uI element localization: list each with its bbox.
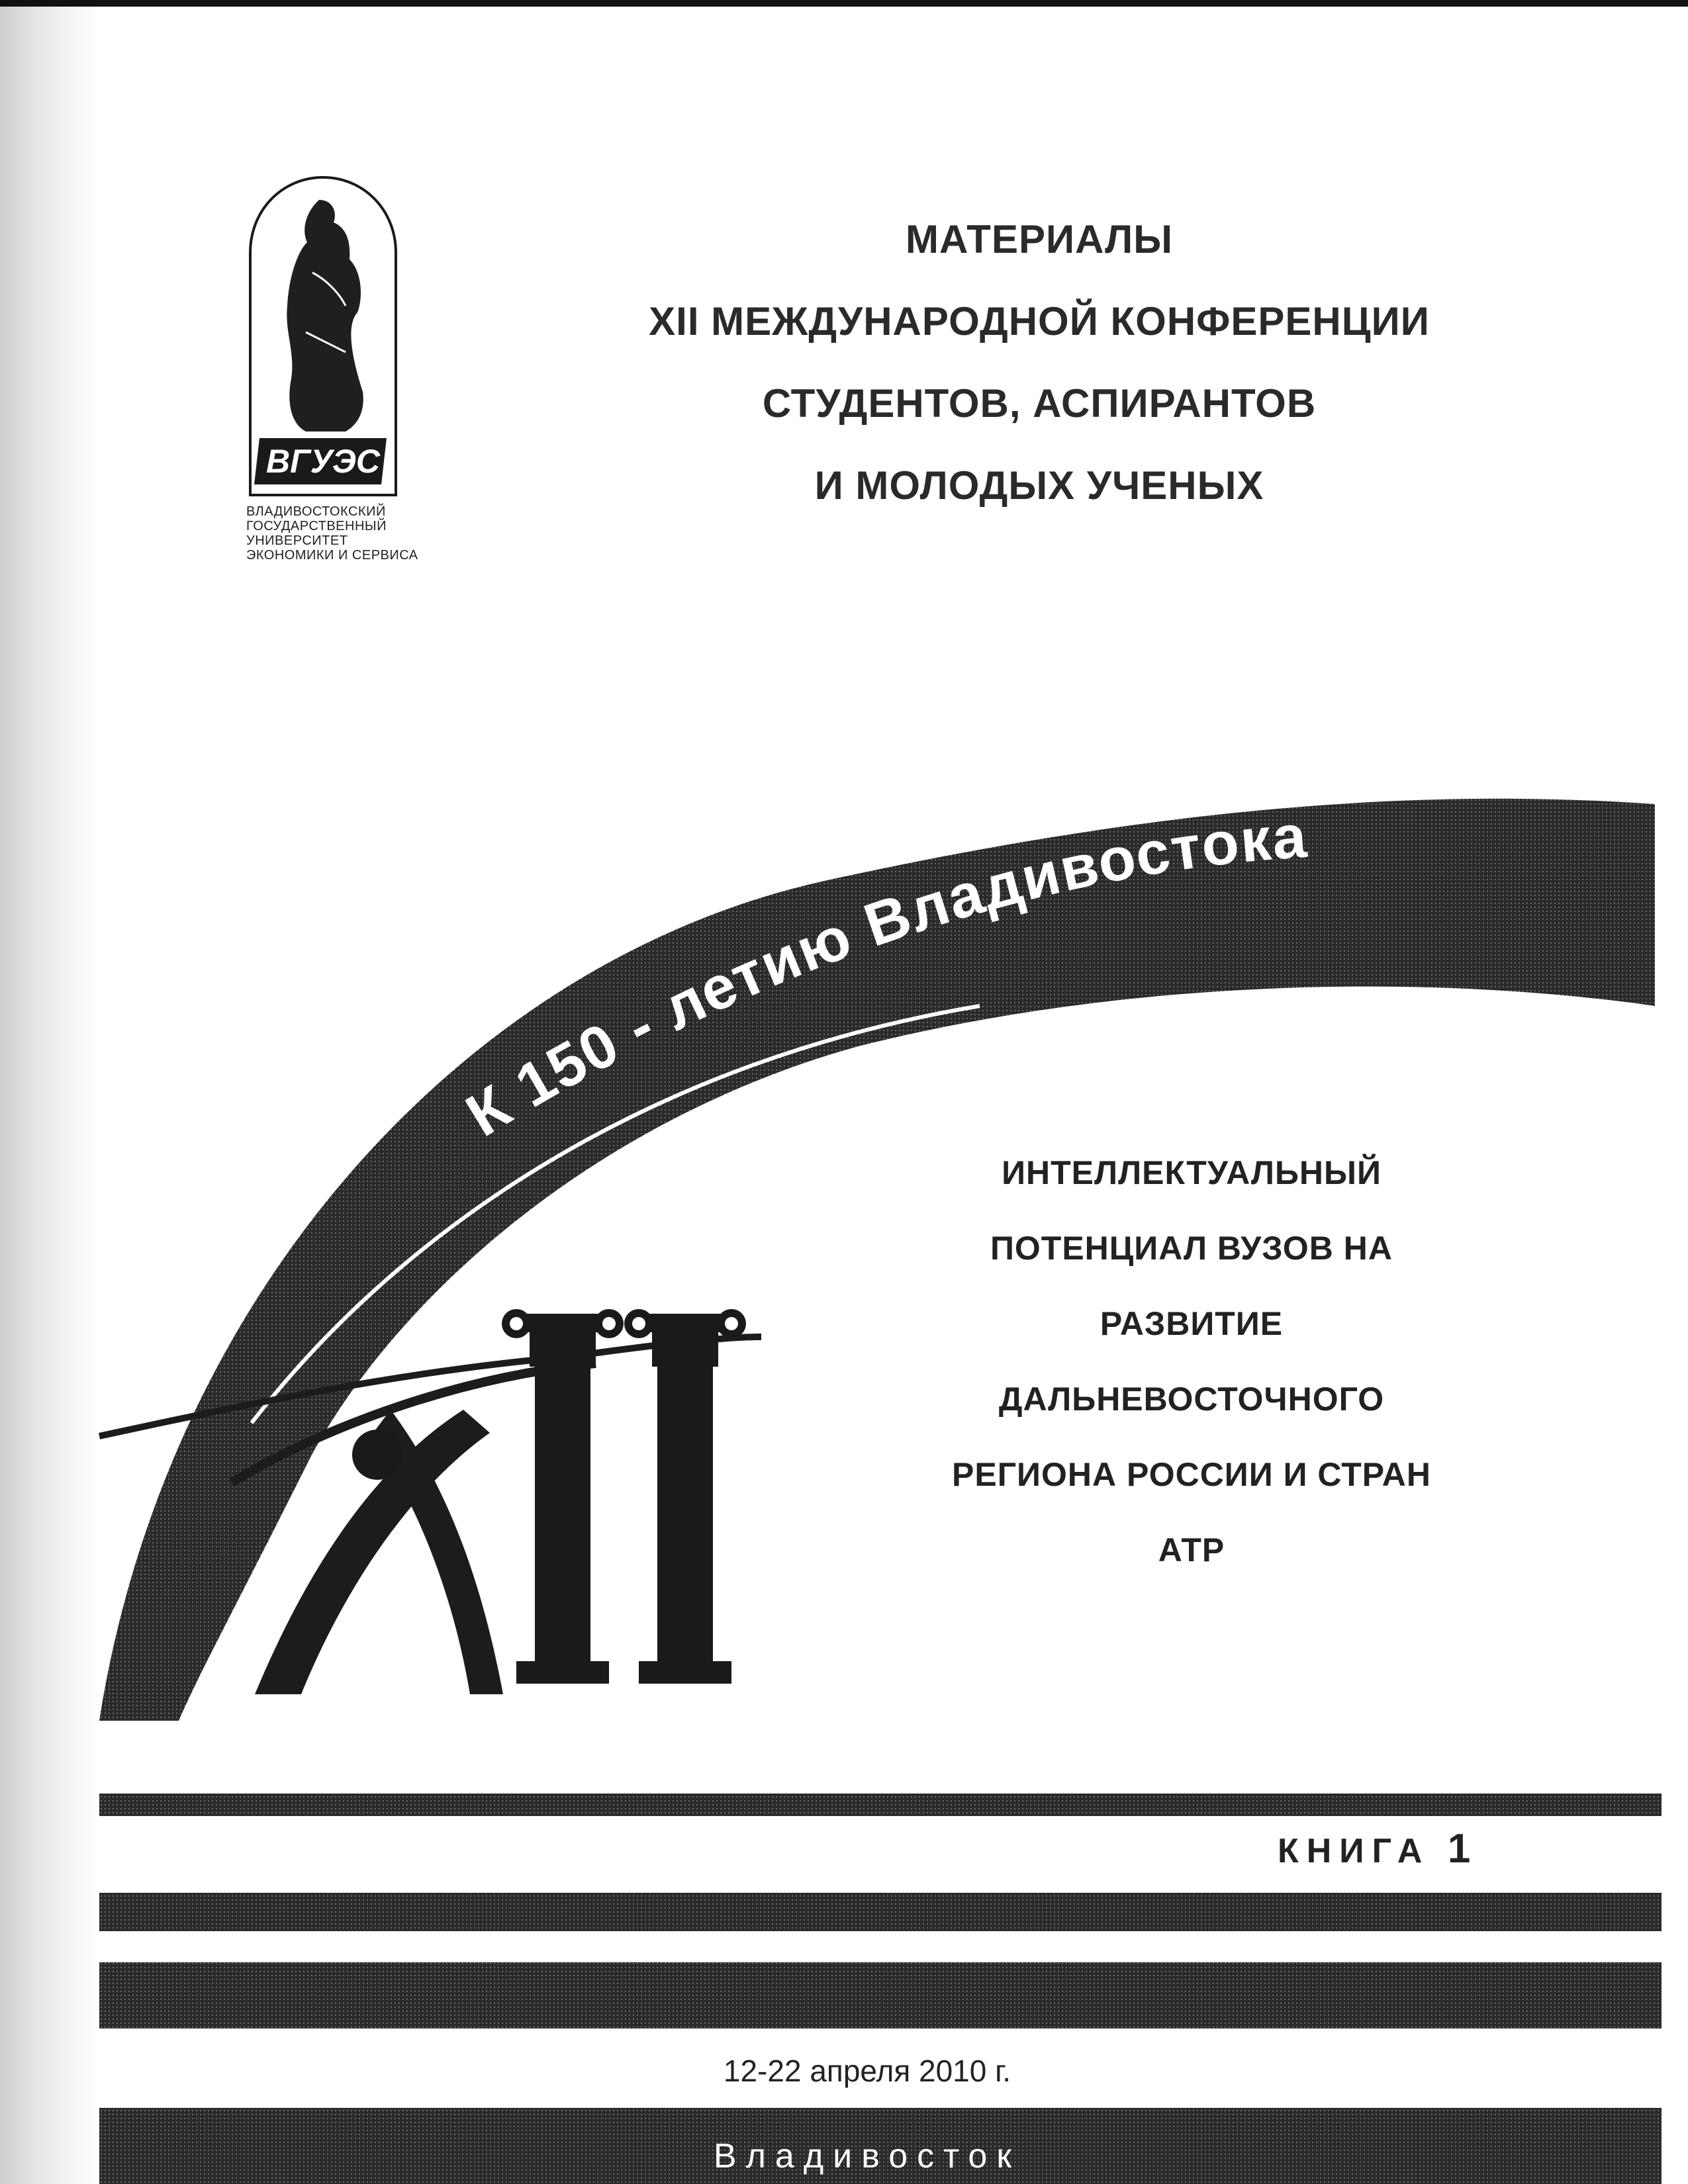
caption-line: ГОСУДАРСТВЕННЫЙ [246,519,387,533]
caption-line: ЭКОНОМИКИ И СЕРВИСА [246,548,418,563]
university-logo [246,173,400,498]
book-number [1278,1825,1470,1872]
theme-line: ДАЛЬНЕВОСТОЧНОГО [998,1381,1385,1418]
band-1 [99,1794,1662,1816]
theme-line: РЕГИОНА РОССИИ И СТРАН [952,1456,1431,1493]
caption-line: УНИВЕРСИТЕТ [246,533,348,548]
caption-line: ВЛАДИВОСТОКСКИЙ [246,504,386,519]
theme-line: РАЗВИТИЕ [1100,1305,1284,1342]
title-line: И МОЛОДЫХ УЧЕНЫХ [814,463,1264,508]
university-caption [246,504,465,563]
logo-column-1 [502,1309,624,1684]
title-line: СТУДЕНТОВ, АСПИРАНТОВ [762,381,1317,426]
title-line: МАТЕРИАЛЫ [905,217,1174,261]
title-line: XII МЕЖДУНАРОДНОЙ КОНФЕРЕНЦИИ [649,299,1430,343]
logo-ball [352,1430,402,1480]
band-3 [99,1962,1662,2028]
theme-line: ПОТЕНЦИАЛ ВУЗОВ НА [990,1230,1393,1267]
university-logo-text: ВГУЭС [265,443,381,480]
conference-city: Владивосток [713,2137,1021,2175]
theme-line: ИНТЕЛЛЕКТУАЛЬНЫЙ [1002,1154,1382,1191]
anniversary-banner: К 150 - летию Владивостока [455,802,1310,1150]
conference-date: 12-22 апреля 2010 г. [723,2054,1011,2088]
theme-line: АТР [1158,1531,1225,1569]
book-num: 1 [1447,1826,1471,1872]
logo-column-2 [624,1309,746,1684]
conference-title [503,199,1575,527]
band-2 [99,1893,1662,1931]
book-label: КНИГА [1278,1832,1430,1870]
conference-theme [861,1135,1523,1588]
